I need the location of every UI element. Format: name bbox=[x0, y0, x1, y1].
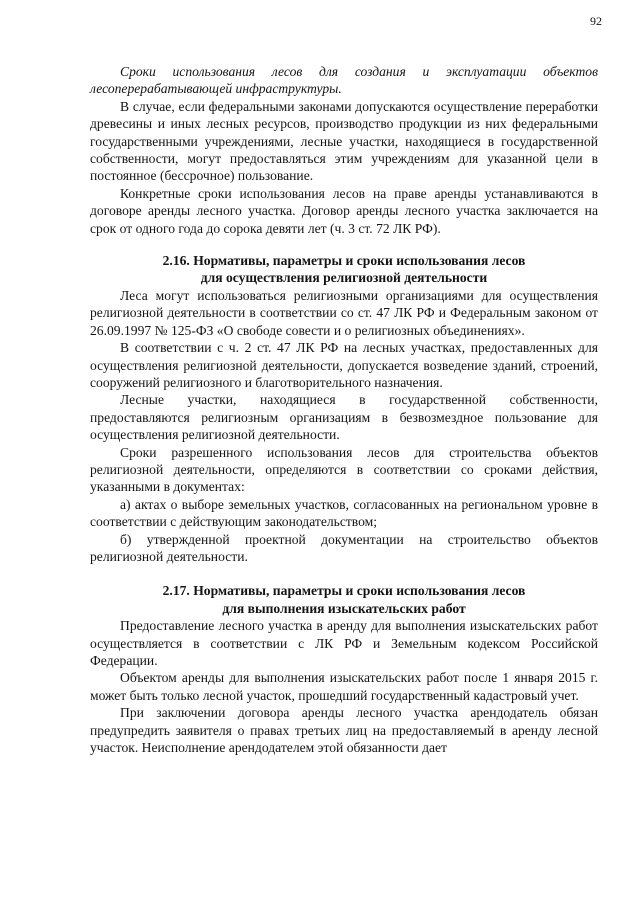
document-body bbox=[90, 63, 598, 756]
section-2-17-paragraph-3: При заключении договора аренды лесного участка арендодатель обязан предупредить заявителя о правах третьих лиц на предоставляемый в аренду лесной участок. Неисполнение арендодателем этой обязанности дает bbox=[90, 705, 598, 756]
intro-paragraph-2: Конкретные сроки использования лесов на праве аренды устанавливаются в договоре аренды лесного участка. Договор аренды лесного участка заключается на срок от одного года до сорока девяти лет (ч. 3 ст. 72 ЛК РФ). bbox=[90, 185, 598, 236]
section-2-16-paragraph-1: Леса могут использоваться религиозными организациями для осуществления религиозной деятельности в соответствии со ст. 47 ЛК РФ и Федеральным законом от 26.09.1997 № 125-ФЗ «О свободе совести и о религиозных объединениях». bbox=[90, 287, 598, 338]
section-2-16-paragraph-4: Сроки разрешенного использования лесов для строительства объектов религиозной деятельности, определяются в соответствии со сроками действия, указанными в документах: bbox=[90, 444, 598, 495]
section-2-16-heading bbox=[90, 252, 598, 287]
intro-paragraph-1: В случае, если федеральными законами допускаются осуществление переработки древесины и иных лесных ресурсов, производство продукции из них федеральными государственными учреждениями, лесные участки, находящиеся в государственной собственности, могут предоставляться этим учреждениям для указанной цели в постоянное (бессрочное) пользование. bbox=[90, 98, 598, 184]
section-2-17-title-line-1: 2.17. Нормативы, параметры и сроки использования лесов bbox=[162, 583, 526, 599]
section-2-16-paragraph-3: Лесные участки, находящиеся в государственной собственности, предоставляются религиозным организациям в безвозмездное пользование для осуществления религиозной деятельности. bbox=[90, 392, 598, 443]
section-2-16-title-line-1: 2.16. Нормативы, параметры и сроки использования лесов bbox=[162, 253, 526, 269]
section-2-17-paragraph-1: Предоставление лесного участка в аренду для выполнения изыскательских работ осуществляется в соответствии с ЛК РФ и Земельным кодексом Российской Федерации. bbox=[90, 618, 598, 668]
section-2-16-list-item-b: б) утвержденной проектной документации на строительство объектов религиозной деятельности. bbox=[90, 531, 598, 564]
section-2-16-title-line-2: для осуществления религиозной деятельности bbox=[200, 270, 488, 286]
section-2-16-list-item-a: а) актах о выборе земельных участков, согласованных на региональном уровне в соответствии с действующим законодательством; bbox=[90, 496, 598, 530]
intro-italic-heading: Сроки использования лесов для создания и эксплуатации объектов лесоперерабатывающей инфраструктуры. bbox=[90, 64, 598, 97]
section-2-17-title-line-2: для выполнения изыскательских работ bbox=[222, 600, 466, 616]
section-2-16-paragraph-2: В соответствии с ч. 2 ст. 47 ЛК РФ на лесных участках, предоставленных для осуществления религиозной деятельности, допускается возведение зданий, строений, сооружений религиозного и благотворительного назначения. bbox=[90, 340, 598, 390]
section-2-17-paragraph-2: Объектом аренды для выполнения изыскательских работ после 1 января 2015 г. может быть только лесной участок, прошедший государственный кадастровый учет. bbox=[90, 670, 598, 703]
page-number: 92 bbox=[590, 14, 602, 28]
section-2-17-heading bbox=[90, 582, 598, 617]
